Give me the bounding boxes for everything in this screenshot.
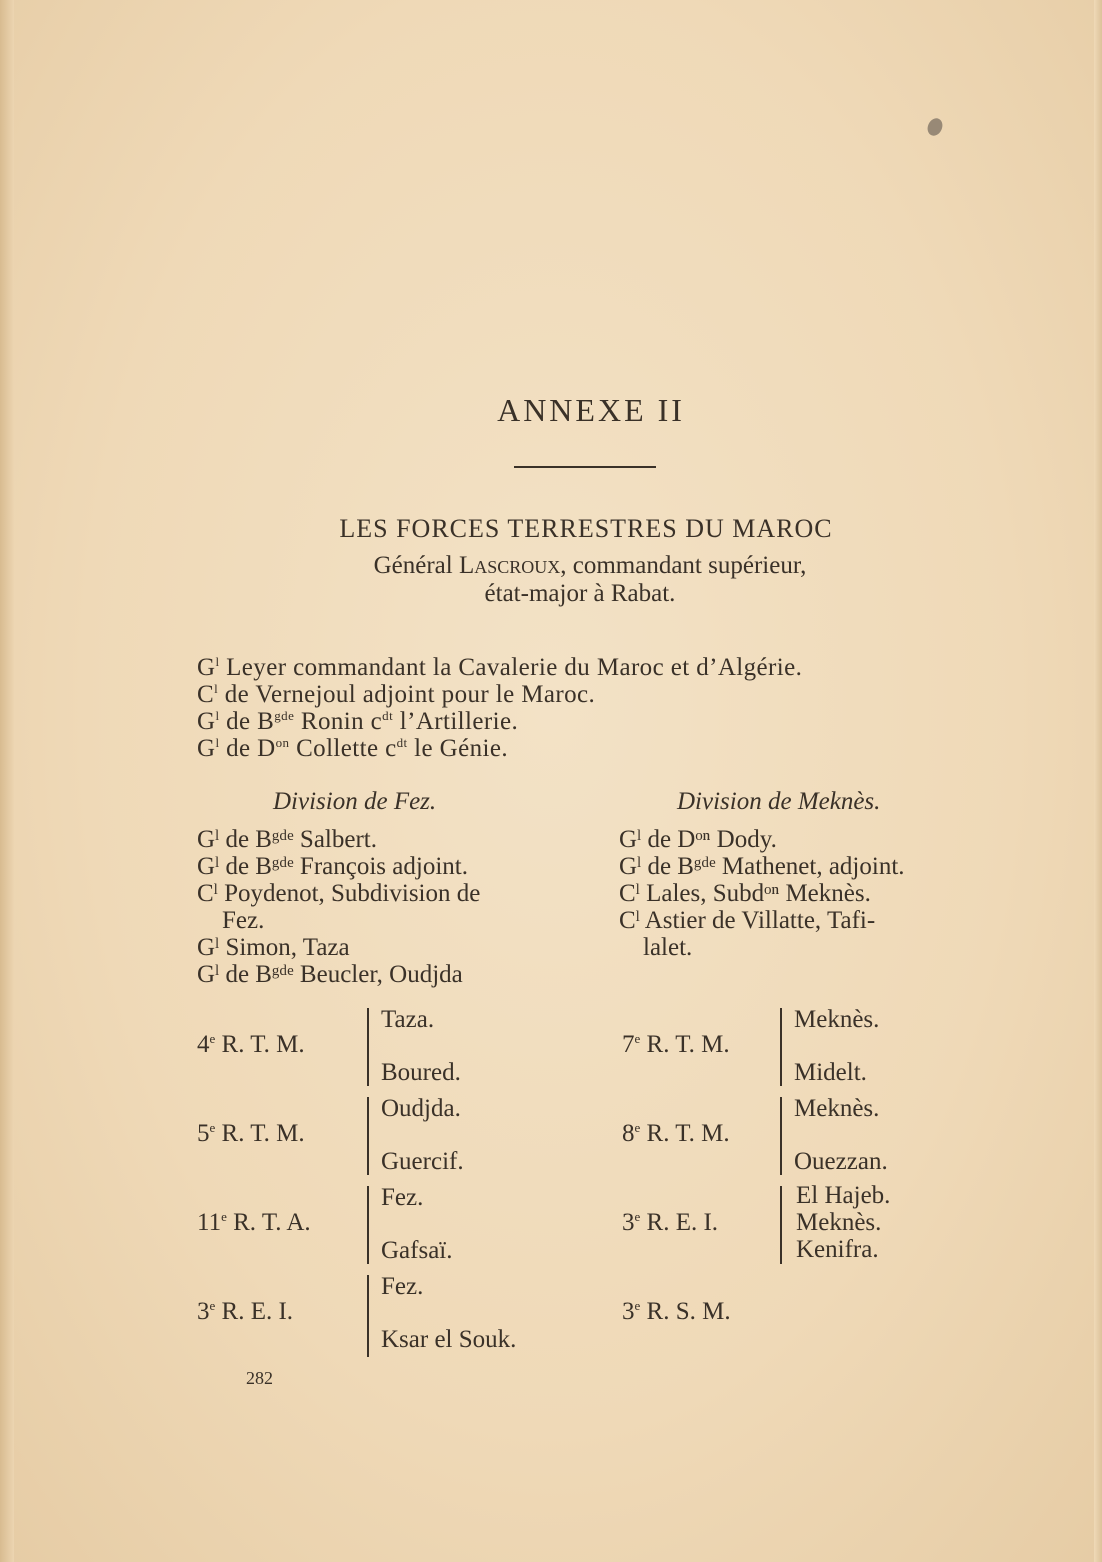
staff-line: état-major à Rabat.	[484, 580, 676, 607]
fez-line: Gˡ de Bᵍᵈᵉ François adjoint.	[197, 853, 468, 880]
garrison-place: Gafsaï.	[381, 1237, 453, 1264]
ink-spot	[925, 116, 945, 138]
meknes-unit: 7e R. T. M.	[622, 1031, 730, 1058]
fez-unit: 4e R. T. M.	[197, 1031, 305, 1058]
page-edge-left	[0, 0, 14, 1562]
fez-division-title: Division de Fez.	[273, 788, 437, 815]
garrison-place: Fez.	[381, 1273, 424, 1300]
fez-line: Cˡ Poydenot, Subdivision de	[197, 880, 481, 907]
brace-bar	[367, 1186, 369, 1264]
title-rule	[514, 466, 656, 468]
garrison-place: Fez.	[381, 1184, 424, 1211]
garrison-place: El Hajeb.	[796, 1182, 891, 1209]
meknes-line: lalet.	[643, 934, 693, 961]
garrison-place: Midelt.	[794, 1059, 867, 1086]
page-number: 282	[246, 1368, 273, 1388]
meknes-line: Gˡ de Dᵒⁿ Dody.	[619, 826, 777, 853]
fez-unit: 11e R. T. A.	[197, 1209, 311, 1236]
fez-unit: 5e R. T. M.	[197, 1120, 305, 1147]
garrison-place: Meknès.	[794, 1095, 880, 1122]
garrison-place: Ksar el Souk.	[381, 1326, 517, 1353]
garrison-place: Guercif.	[381, 1148, 464, 1175]
brace-bar	[780, 1008, 782, 1086]
meknes-division-title: Division de Meknès.	[677, 788, 881, 815]
meknes-line: Cˡ Astier de Villatte, Tafi-	[619, 907, 876, 934]
meknes-unit: 8e R. T. M.	[622, 1120, 730, 1147]
brace-bar	[780, 1186, 782, 1264]
fez-line: Gˡ Simon, Taza	[197, 934, 350, 961]
fez-line: Fez.	[222, 907, 265, 934]
brace-bar	[367, 1097, 369, 1175]
meknes-line: Cˡ Lales, Subdᵒⁿ Meknès.	[619, 880, 871, 907]
fez-line: Gˡ de Bᵍᵈᵉ Salbert.	[197, 826, 377, 853]
garrison-place: Taza.	[381, 1006, 435, 1033]
commander-line-3: $G^l$ de $B^{gde}$ Ronin $c^{dt}$ l’Artillerie.	[197, 708, 519, 735]
garrison-place: Meknès.	[794, 1006, 880, 1033]
commander-line-1: $G^l$ Leyer commandant la Cavalerie du Maroc et d’Algérie.	[197, 654, 803, 681]
annexe-title: ANNEXE II	[497, 392, 685, 428]
garrison-place: Oudjda.	[381, 1095, 461, 1122]
commander-line-4: $G^l$ de $D^{on}$ Collette $c^{dt}$ le Génie.	[197, 735, 509, 762]
commander-line-2: $C^l$ de Vernejoul adjoint pour le Maroc.	[197, 681, 596, 708]
commander-line: Général Lascroux, commandant supérieur,	[373, 552, 807, 579]
fez-unit: 3e R. E. I.	[197, 1298, 294, 1325]
meknes-unit: 3e R. S. M.	[622, 1298, 731, 1325]
forces-heading: LES FORCES TERRESTRES DU MAROC	[339, 514, 833, 543]
brace-bar	[367, 1275, 369, 1357]
garrison-place: Boured.	[381, 1059, 461, 1086]
fez-line: Gˡ de Bᵍᵈᵉ Beucler, Oudjda	[197, 961, 463, 988]
meknes-line: Gˡ de Bᵍᵈᵉ Mathenet, adjoint.	[619, 853, 905, 880]
meknes-unit: 3e R. E. I.	[622, 1209, 719, 1236]
page-edge-right	[1094, 0, 1102, 1562]
garrison-place: Ouezzan.	[794, 1148, 888, 1175]
garrison-place: Kenifra.	[796, 1236, 879, 1263]
garrison-place: Meknès.	[796, 1209, 882, 1236]
brace-bar	[780, 1097, 782, 1175]
brace-bar	[367, 1008, 369, 1086]
